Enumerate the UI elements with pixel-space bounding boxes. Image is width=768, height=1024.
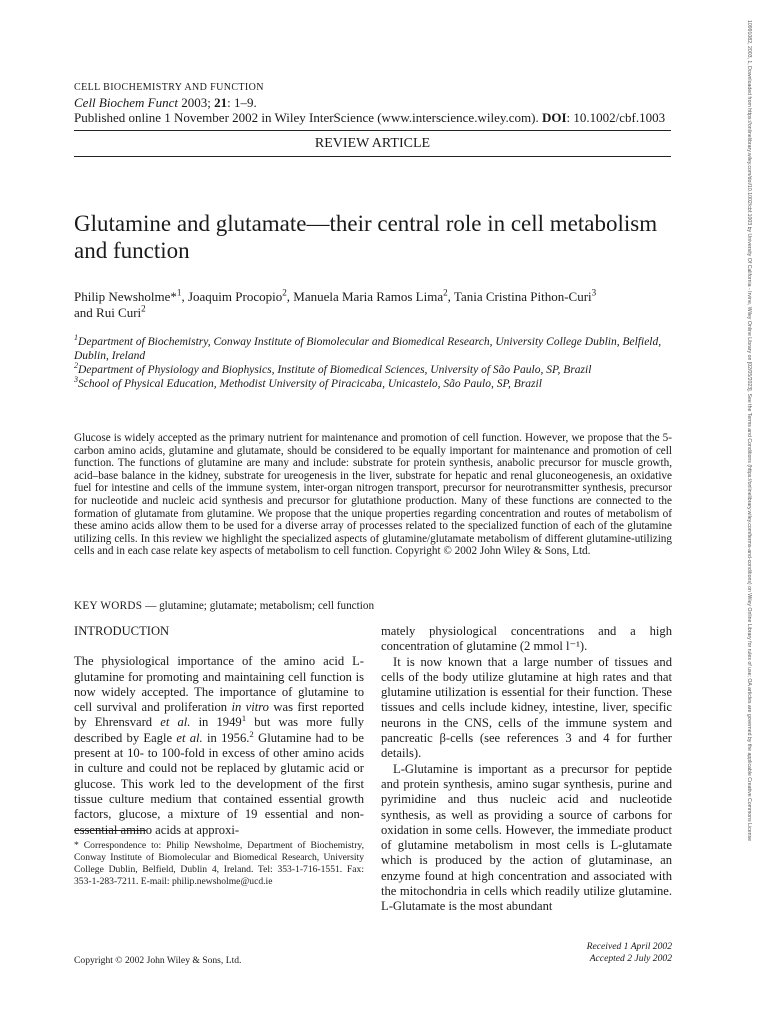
affiliation-mark: 2 <box>74 361 79 371</box>
affiliations <box>74 335 674 391</box>
body-paragraph: L-Glutamine is important as a precursor for peptide and protein synthesis, amino sugar synthesis, purine and pyrimidine and thus nucleic acid and nucleotide synthesis, as well as providing a source of carbons for oxidation in some cells. However, the immediate product of glutamine metabolism in most cells is L-glutamate which is produced by the action of glutaminase, an enzyme found at high concentration and associated with the mitochondria in cells which readily utilize glutamine. L-Glutamate is the most abundant <box>381 761 672 914</box>
author-name: , Manuela Maria Ramos Lima <box>286 289 444 304</box>
body-right-column <box>381 624 672 915</box>
published-text: Published online 1 November 2002 in Wiley InterScience (www.interscience.wiley.com). <box>74 110 542 125</box>
download-notice-text: 10991082, 2003, 1, Downloaded from https://onlinelibrary.wiley.com/doi/10.1002/cbf.1003 by University Of California - Irvine, Wiley Online Library on [02/05/2023]. See the Terms and Conditions (https://onlinelibrary.wiley.com/terms-and-conditions) on Wiley Online Library for rules of use; OA articles are governed by the applicable Creative Commons License <box>746 20 752 841</box>
author-affil-mark: 1 <box>176 287 182 298</box>
affiliation-mark: 3 <box>74 375 79 385</box>
copyright: Copyright © 2002 John Wiley & Sons, Ltd. <box>74 955 242 966</box>
author-list <box>74 289 674 321</box>
affiliation-text: Department of Physiology and Biophysics, Institute of Biomedical Sciences, University of São Paulo, SP, Brazil <box>78 364 592 376</box>
doi-label: DOI <box>541 110 567 125</box>
journal-name: CELL BIOCHEMISTRY AND FUNCTION <box>74 82 264 93</box>
author-name: , Joaquim Procopio <box>181 289 283 304</box>
citation-line <box>74 95 257 111</box>
affiliation <box>74 377 674 391</box>
author-affil-mark: 3 <box>591 287 597 298</box>
author-name: Philip Newsholme* <box>74 289 177 304</box>
footnote-rule <box>74 830 146 831</box>
received-date: Received 1 April 2002 <box>586 941 672 952</box>
affiliation <box>74 335 674 363</box>
affiliation-mark: 1 <box>74 333 79 343</box>
affiliation-text: Department of Biochemistry, Conway Institute of Biomolecular and Biomedical Research, University College Dublin, Belfield, Dublin, Ireland <box>74 336 662 362</box>
download-notice <box>744 20 754 1010</box>
citation-volume: 21 <box>214 95 228 110</box>
keywords <box>74 600 672 612</box>
author-affil-mark: 2 <box>141 303 146 314</box>
citation-year: 2003; <box>177 95 215 110</box>
keywords-text: — glutamine; glutamate; metabolism; cell function <box>142 600 375 612</box>
correspondence-footnote: * Correspondence to: Philip Newsholme, Department of Biochemistry, Conway Institute of Biomolecular and Biomedical Research, University College Dublin, Belfield, Dublin 4, Ireland. Tel: 353-1-716-1551. Fax: 353-1-283-7211. E-mail: philip.newsholme@ucd.ie <box>74 840 364 887</box>
article-type: REVIEW ARTICLE <box>314 136 431 151</box>
header-rule-top <box>74 130 671 131</box>
reference-mark[interactable]: 2 <box>249 728 254 739</box>
author-affil-mark: 2 <box>282 287 287 298</box>
accepted-date: Accepted 2 July 2002 <box>589 953 672 964</box>
header-rule-bottom <box>74 156 671 157</box>
citation-pages: : 1–9. <box>227 95 257 110</box>
abstract: Glucose is widely accepted as the primary nutrient for maintenance and promotion of cell function. However, we propose that the 5-carbon amino acids, glutamine and glutamate, should be considered to be equally important for maintenance and promotion of cell function. The functions of glutamine are many and include: substrate for protein synthesis, anabolic precursor for muscle growth, acid–base balance in the kidney, substrate for ureogenesis in the liver, substrate for hepatic and renal gluconeogenesis, an oxidative fuel for intestine and cells of the immune system, inter-organ nitrogen transport, precursor for neurotransmitter synthesis, precursor for nucleotide and nucleic acid synthesis and precursor for glutathione production. Many of these functions are connected to the formation of glutamate from glutamine. We propose that the unique properties regarding concentration and routes of metabolism of these amino acids allow them to be used for a diverse array of processes related to the specialized function of each of the glutamine utilizing cells. In this review we highlight the specialized aspects of glutamine/glutamate metabolism of different glutamine-utilizing cells and in each case relate key aspects of metabolism to cell function. Copyright © 2002 John Wiley & Sons, Ltd. <box>74 432 672 558</box>
citation-journal: Cell Biochem Funct <box>74 95 178 110</box>
affiliation-text: School of Physical Education, Methodist University of Piracicaba, Unicastelo, São Paulo, SP, Brazil <box>78 378 542 390</box>
author-name: , Tania Cristina Pithon-Curi <box>447 289 592 304</box>
author-name: and Rui Curi <box>74 305 142 320</box>
publication-line <box>74 110 665 126</box>
doi-value[interactable]: : 10.1002/cbf.1003 <box>566 110 666 125</box>
body-paragraph: It is now known that a large number of tissues and cells of the body utilize glutamine at high rates and that glutamine utilization is essential for their function. These tissues and cells include kidney, intestine, liver, specific neurons in the CNS, cells of the immune system and pancreatic β-cells (see references 3 and 4 for further details). <box>381 654 672 761</box>
paper-title: Glutamine and glutamate—their central role in cell metabolism and function <box>74 211 658 263</box>
reference-mark[interactable]: 1 <box>241 713 247 724</box>
author-affil-mark: 2 <box>443 287 448 298</box>
section-heading: INTRODUCTION <box>74 624 170 638</box>
body-left-column <box>74 624 364 838</box>
keywords-label: KEY WORDS <box>74 600 143 612</box>
body-paragraph: The physiological importance of the amino acid L-glutamine for promoting and maintaining cell function is now widely accepted. The importance of glutamine to cell survival and proliferation in vitro was first reported by Ehrensvard et al. in 1949$^1$ but was more fully described by Eagle et al. in 1956.$^2$ Glutamine had to be present at 10- to 100-fold in excess of other amino acids in culture and could not be replaced by glutamic acid or glucose. This work led to the development of the first tissue culture medium that contained essential growth factors, glucose, a mixture of 19 essential and non-essential amino acids at approxi- <box>74 654 365 837</box>
body-paragraph: mately physiological concentrations and a high concentration of glutamine (2 mmol l⁻¹). <box>381 624 672 654</box>
affiliation <box>74 363 674 377</box>
received-dates <box>520 941 672 965</box>
